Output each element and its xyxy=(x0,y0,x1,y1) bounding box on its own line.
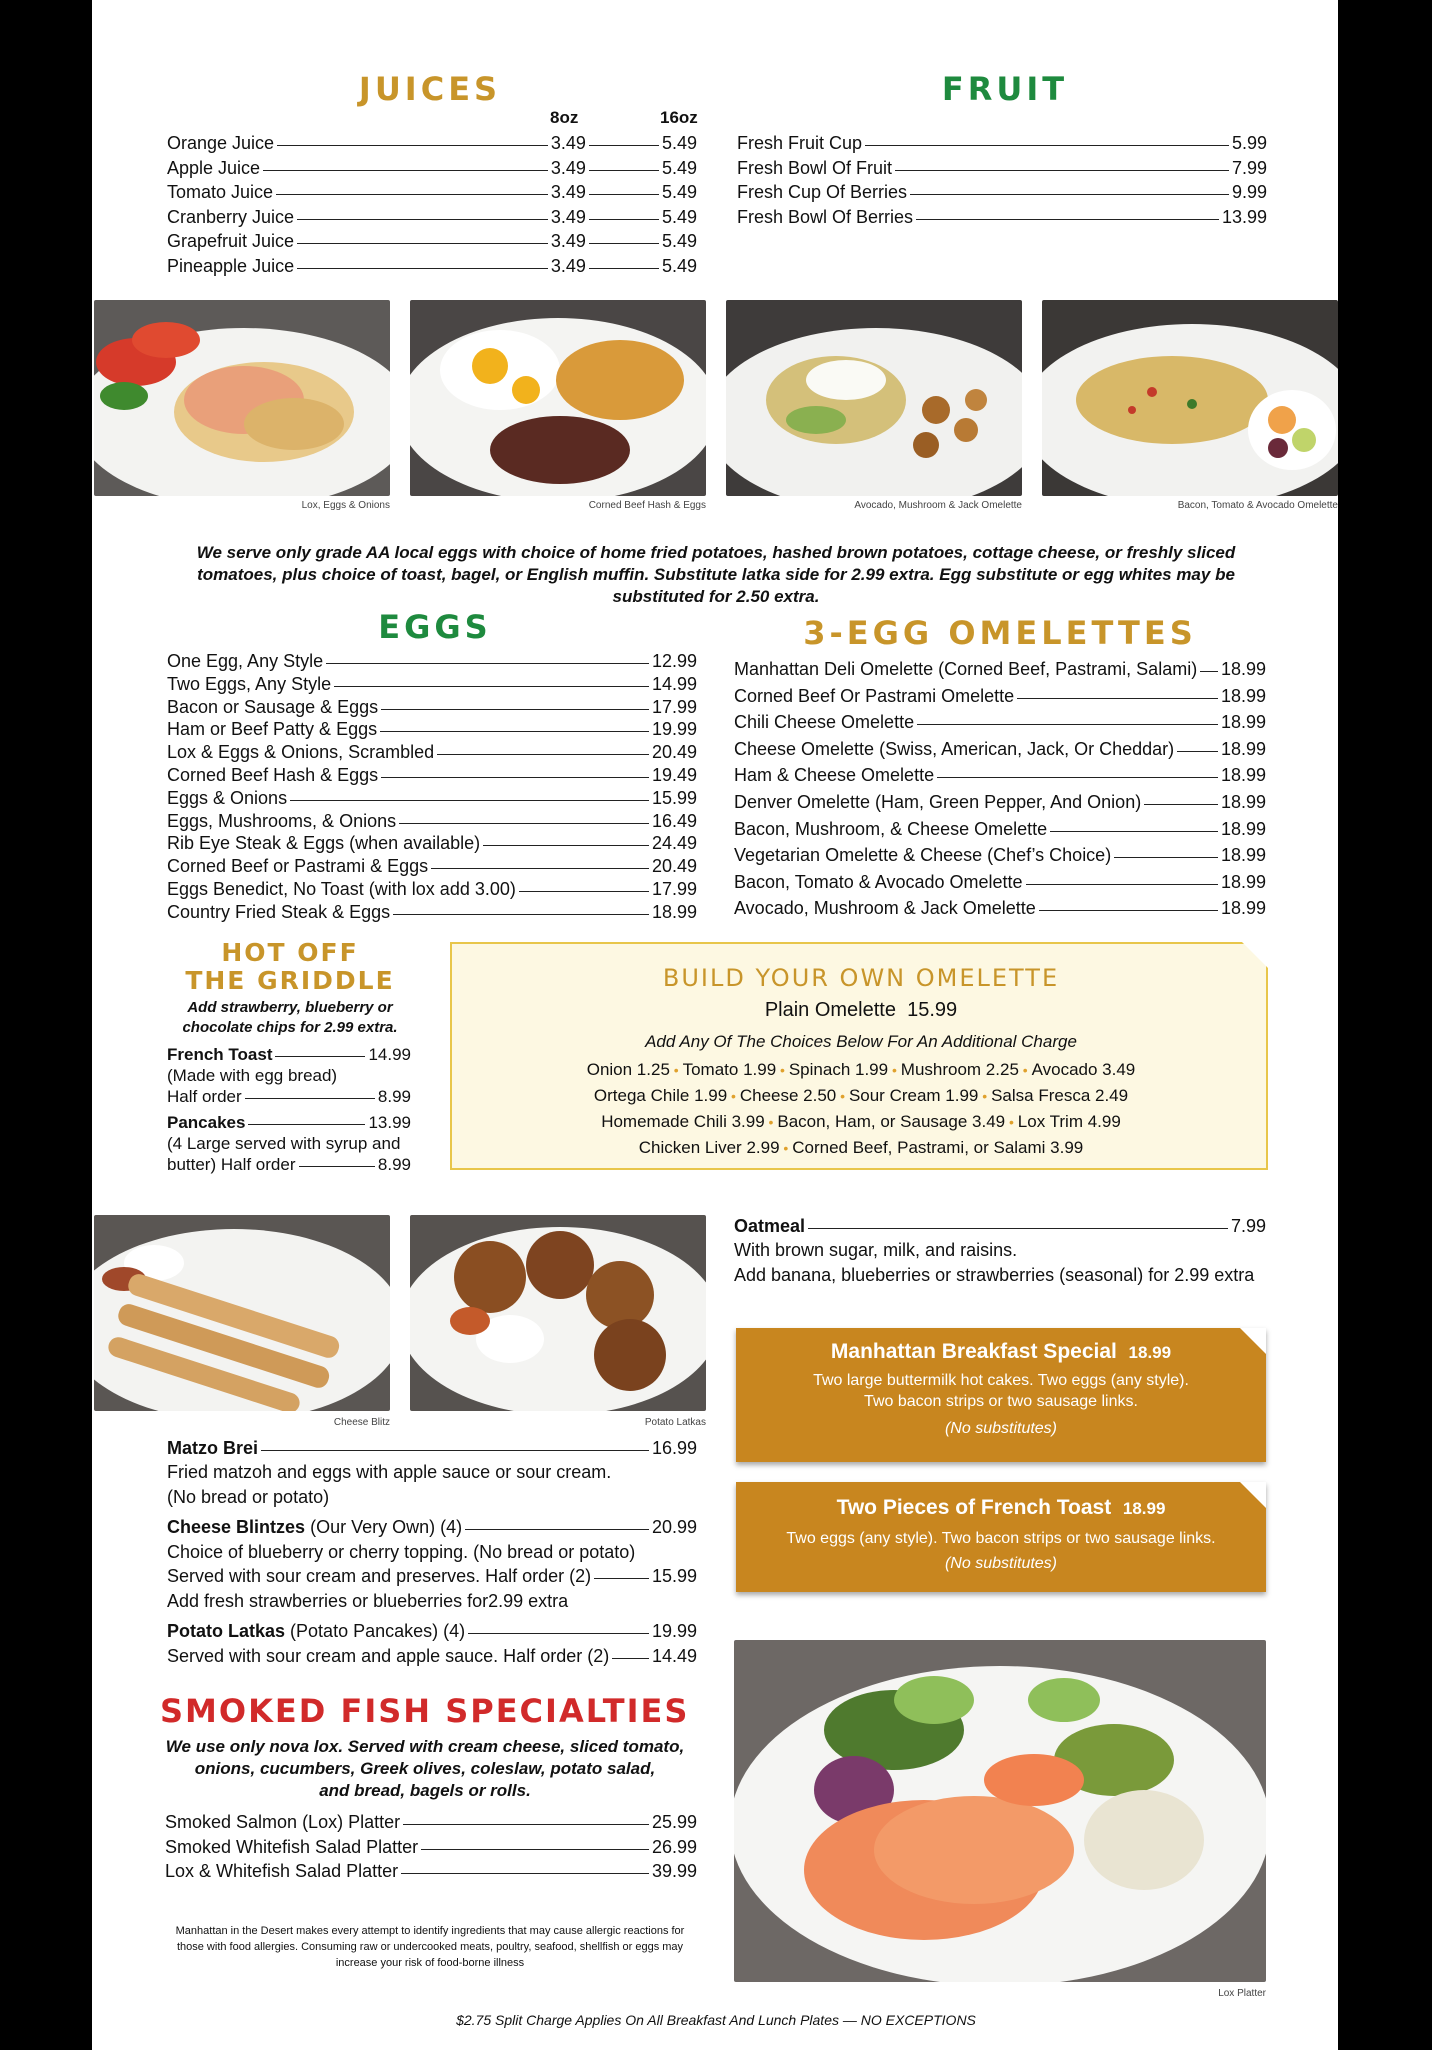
egg-item-leader xyxy=(437,754,649,755)
smoked-item-row xyxy=(165,1836,697,1858)
egg-item-price: 20.49 xyxy=(651,856,697,877)
juice-leader-2 xyxy=(589,243,659,244)
avocado-omelette-photo-icon xyxy=(726,300,1022,496)
pancakes-half-row xyxy=(167,1154,411,1176)
pancakes-price: 13.99 xyxy=(368,1113,411,1132)
smoked-item-leader xyxy=(403,1824,649,1825)
egg-item-row xyxy=(167,832,697,854)
french-toast-desc: (Made with egg bread) xyxy=(167,1066,338,1085)
griddle-heading-line1: HOT OFF xyxy=(221,938,359,967)
omelette-item-leader xyxy=(937,777,1218,778)
egg-item-leader xyxy=(431,868,649,869)
egg-item-row xyxy=(167,741,697,763)
juice-leader xyxy=(276,194,548,195)
fruit-item-leader xyxy=(910,194,1229,195)
bullet-icon: • xyxy=(1018,1062,1032,1078)
egg-item-row xyxy=(167,787,697,809)
omelette-item-name: Manhattan Deli Omelette (Corned Beef, Pastrami, Salami) xyxy=(734,659,1198,679)
potato-latkas-extra: (Potato Pancakes) (4) xyxy=(290,1621,466,1641)
egg-item-name: Eggs Benedict, No Toast (with lox add 3.00) xyxy=(167,879,516,899)
pancakes-half-price: 8.99 xyxy=(377,1155,411,1174)
oatmeal-row xyxy=(734,1215,1266,1237)
juice-name: Tomato Juice xyxy=(167,182,274,202)
juice-price-16oz: 5.49 xyxy=(661,133,697,153)
oatmeal-name: Oatmeal xyxy=(734,1216,806,1236)
egg-item-row xyxy=(167,650,697,672)
build-choice: Corned Beef, Pastrami, or Salami 3.99 xyxy=(792,1138,1084,1157)
smoked-fish-note1: We use only nova lox. Served with cream cheese, sliced tomato, xyxy=(165,1737,685,1756)
build-choice: Mushroom 2.25 xyxy=(900,1060,1019,1079)
fruit-item-price: 9.99 xyxy=(1231,182,1267,202)
build-choice: Avocado 3.49 xyxy=(1031,1060,1136,1079)
juice-row xyxy=(167,206,697,228)
egg-item-leader xyxy=(393,914,649,915)
egg-item-row xyxy=(167,878,697,900)
caption-corned-beef-hash: Corned Beef Hash & Eggs xyxy=(588,500,706,511)
juice-price-8oz: 3.49 xyxy=(550,182,586,202)
juice-leader xyxy=(297,243,548,244)
juice-price-8oz: 3.49 xyxy=(550,255,586,276)
egg-item-price: 19.99 xyxy=(651,719,697,740)
smoked-fish-note2: onions, cucumbers, Greek olives, coleslaw, potato salad, xyxy=(194,1759,656,1778)
omelette-item-price: 18.99 xyxy=(1220,845,1266,866)
omelette-item-leader xyxy=(1026,884,1218,885)
juice-row xyxy=(167,157,697,179)
matzo-brei-desc1: Fried matzoh and eggs with apple sauce or sour cream. xyxy=(167,1462,612,1482)
omelette-item-leader xyxy=(1144,804,1218,805)
build-choice: Cheese 2.50 xyxy=(739,1086,837,1105)
potato-latkas-half-row xyxy=(167,1645,697,1667)
omelette-item-row xyxy=(734,658,1266,680)
juice-leader xyxy=(263,170,548,171)
omelette-item-name: Avocado, Mushroom & Jack Omelette xyxy=(734,898,1036,919)
build-choice-row xyxy=(452,1060,1270,1080)
egg-item-price: 17.99 xyxy=(651,696,697,717)
juice-name: Grapefruit Juice xyxy=(167,231,295,251)
caption-avocado-omelette: Avocado, Mushroom & Jack Omelette xyxy=(854,500,1022,511)
build-choice: Spinach 1.99 xyxy=(788,1060,889,1079)
egg-item-name: Two Eggs, Any Style xyxy=(167,673,332,694)
potato-latkas-desc1: Served with sour cream and apple sauce. Half order (2) xyxy=(167,1646,610,1666)
build-your-own-box xyxy=(450,942,1268,1170)
fruit-item-leader xyxy=(865,145,1229,146)
omelette-item-leader xyxy=(917,724,1218,725)
smoked-item-price: 26.99 xyxy=(651,1836,697,1857)
bullet-icon: • xyxy=(669,1062,683,1078)
egg-item-name: Lox & Eggs & Onions, Scrambled xyxy=(167,742,435,763)
egg-item-row xyxy=(167,718,697,740)
caption-lox-eggs-onions: Lox, Eggs & Onions xyxy=(301,500,390,511)
omelette-item-name: Bacon, Tomato & Avocado Omelette xyxy=(734,871,1023,892)
griddle-note-line2: chocolate chips for 2.99 extra. xyxy=(182,1019,398,1036)
omelette-item-row xyxy=(734,711,1266,733)
lox-platter-photo-icon xyxy=(734,1640,1266,1982)
egg-item-row xyxy=(167,696,697,718)
fruit-item-leader xyxy=(916,219,1219,220)
matzo-brei-desc2: (No bread or potato) xyxy=(167,1487,330,1507)
photo-potato-latkas xyxy=(410,1215,706,1411)
manhattan-special-desc1: Two large buttermilk hot cakes. Two eggs (any style). xyxy=(813,1372,1189,1389)
potato-latkas-photo-icon xyxy=(410,1215,706,1411)
omelette-item-price: 18.99 xyxy=(1220,818,1266,839)
oatmeal-desc2: Add banana, blueberries or strawberries (seasonal) for 2.99 extra xyxy=(734,1265,1255,1285)
egg-item-name: One Egg, Any Style xyxy=(167,651,324,671)
fruit-item-row xyxy=(737,181,1267,203)
juice-leader xyxy=(277,145,548,146)
omelette-item-price: 18.99 xyxy=(1220,871,1266,892)
lox-eggs-photo-icon xyxy=(94,300,390,496)
allergy-line3: increase your risk of food-borne illness xyxy=(335,1957,525,1969)
bacon-omelette-photo-icon xyxy=(1042,300,1338,496)
juice-price-8oz: 3.49 xyxy=(550,133,586,153)
french-special-title-line xyxy=(736,1496,1266,1520)
juice-row xyxy=(167,132,697,154)
bullet-icon: • xyxy=(764,1114,778,1130)
omelette-item-price: 18.99 xyxy=(1220,765,1266,786)
juice-name: Apple Juice xyxy=(167,157,261,178)
build-heading: BUILD YOUR OWN OMELETTE xyxy=(662,964,1060,992)
oatmeal-price: 7.99 xyxy=(1230,1216,1266,1236)
egg-item-name: Corned Beef Hash & Eggs xyxy=(167,765,379,785)
egg-item-name: Rib Eye Steak & Eggs (when available) xyxy=(167,833,481,854)
egg-item-name: Country Fried Steak & Eggs xyxy=(167,901,391,922)
manhattan-breakfast-special xyxy=(736,1328,1266,1462)
omelette-item-name: Corned Beef Or Pastrami Omelette xyxy=(734,685,1015,706)
omelette-item-price: 18.99 xyxy=(1220,712,1266,733)
omelette-item-price: 18.99 xyxy=(1220,685,1266,706)
juice-price-8oz: 3.49 xyxy=(550,231,586,251)
omelette-item-leader xyxy=(1200,671,1218,672)
juice-name: Cranberry Juice xyxy=(167,206,295,227)
plain-omelette-price: 15.99 xyxy=(907,999,958,1021)
manhattan-special-price: 18.99 xyxy=(1128,1343,1172,1362)
bullet-icon: • xyxy=(1005,1114,1018,1130)
egg-item-leader xyxy=(380,731,649,732)
oatmeal-desc1: With brown sugar, milk, and raisins. xyxy=(734,1240,1018,1260)
omelette-item-name: Denver Omelette (Ham, Green Pepper, And Onion) xyxy=(734,792,1142,812)
juice-row xyxy=(167,230,697,252)
smoked-item-price: 39.99 xyxy=(651,1861,697,1881)
caption-lox-platter: Lox Platter xyxy=(1218,1988,1266,1999)
egg-item-price: 17.99 xyxy=(651,879,697,899)
photo-cheese-blitz xyxy=(94,1215,390,1411)
omelette-item-row xyxy=(734,897,1266,919)
cheese-blintzes-desc1: Choice of blueberry or cherry topping. (No bread or potato) xyxy=(167,1542,636,1562)
cheese-blitz-photo-icon xyxy=(94,1215,390,1411)
build-choice: Homemade Chili 3.99 xyxy=(601,1112,765,1131)
omelette-item-price: 18.99 xyxy=(1220,738,1266,759)
omelette-item-price: 18.99 xyxy=(1220,659,1266,679)
omelettes-heading: 3-EGG OMELETTES xyxy=(803,614,1197,652)
omelette-item-row xyxy=(734,818,1266,840)
build-choice: Sour Cream 1.99 xyxy=(848,1086,979,1105)
french-toast-half-price: 8.99 xyxy=(377,1087,411,1106)
matzo-brei-name: Matzo Brei xyxy=(167,1438,259,1458)
smoked-item-name: Smoked Salmon (Lox) Platter xyxy=(165,1812,401,1832)
cheese-blintzes-row xyxy=(167,1516,697,1538)
french-special-note: (No substitutes) xyxy=(944,1555,1058,1572)
omelette-item-name: Bacon, Mushroom, & Cheese Omelette xyxy=(734,818,1048,839)
omelette-item-leader xyxy=(1017,698,1218,699)
bullet-icon: • xyxy=(978,1088,992,1104)
juice-row xyxy=(167,181,697,203)
fruit-heading: FRUIT xyxy=(941,70,1069,108)
smoked-item-name: Smoked Whitefish Salad Platter xyxy=(165,1836,419,1857)
split-charge-footer: $2.75 Split Charge Applies On All Breakfast And Lunch Plates — NO EXCEPTIONS xyxy=(456,2012,976,2028)
build-choice-row xyxy=(452,1086,1270,1106)
fruit-item-price: 5.99 xyxy=(1231,133,1267,153)
cheese-blintzes-price: 20.99 xyxy=(651,1517,697,1537)
allergy-line2: those with food allergies. Consuming raw or undercooked meats, poultry, seafood, shellfish or eggs may xyxy=(176,1941,684,1953)
bullet-icon: • xyxy=(888,1062,901,1078)
potato-latkas-half-price: 14.49 xyxy=(651,1646,697,1666)
smoked-fish-heading: SMOKED FISH SPECIALTIES xyxy=(160,1692,690,1730)
build-choice: Bacon, Ham, or Sausage 3.49 xyxy=(777,1112,1006,1131)
smoked-item-row xyxy=(165,1811,697,1833)
juices-col-16oz: 16oz xyxy=(660,108,698,127)
griddle-heading-line2: THE GRIDDLE xyxy=(185,966,395,995)
omelette-item-leader xyxy=(1177,751,1218,752)
eggs-note: We serve only grade AA local eggs with choice of home fried potatoes, hashed brown potatoes, cottage cheese, or freshly sliced tomatoes, plus choice of toast, bagel, or English muffin. Substitute latka side for 2.99 extra. Egg substitute or egg whites may be substituted for 2.50 extra. xyxy=(196,543,1236,606)
egg-item-row xyxy=(167,901,697,923)
french-special-price: 18.99 xyxy=(1122,1499,1166,1518)
egg-item-leader xyxy=(381,709,649,710)
egg-item-leader xyxy=(399,823,649,824)
build-choice: Tomato 1.99 xyxy=(682,1060,777,1079)
photo-lox-platter xyxy=(734,1640,1266,1982)
fruit-item-row xyxy=(737,157,1267,179)
french-toast-half-row xyxy=(167,1086,411,1108)
french-toast-name: French Toast xyxy=(167,1045,273,1064)
egg-item-price: 14.99 xyxy=(651,673,697,694)
build-choice: Chicken Liver 2.99 xyxy=(638,1138,780,1157)
omelette-item-name: Ham & Cheese Omelette xyxy=(734,765,935,786)
omelette-item-name: Chili Cheese Omelette xyxy=(734,712,915,733)
egg-item-price: 15.99 xyxy=(651,787,697,808)
egg-item-leader xyxy=(519,891,649,892)
omelette-item-leader xyxy=(1039,910,1218,911)
omelette-item-row xyxy=(734,685,1266,707)
pancakes-desc1: (4 Large served with syrup and xyxy=(167,1134,401,1153)
bullet-icon: • xyxy=(776,1062,789,1078)
build-choice-row xyxy=(452,1112,1270,1132)
potato-latkas-name: Potato Latkas xyxy=(167,1621,286,1641)
potato-latkas-price: 19.99 xyxy=(651,1621,697,1641)
fruit-item-leader xyxy=(895,170,1229,171)
build-choice: Salsa Fresca 2.49 xyxy=(991,1086,1129,1105)
egg-item-price: 18.99 xyxy=(651,901,697,922)
juice-price-16oz: 5.49 xyxy=(661,206,697,227)
juice-name: Orange Juice xyxy=(167,133,275,153)
bullet-icon: • xyxy=(836,1088,849,1104)
allergy-notice xyxy=(160,1923,700,1971)
manhattan-special-note: (No substitutes) xyxy=(944,1420,1058,1437)
photo-bacon-tomato-omelette xyxy=(1042,300,1338,496)
manhattan-special-title-line xyxy=(736,1340,1266,1364)
smoked-item-leader xyxy=(401,1873,649,1874)
egg-item-leader xyxy=(483,845,649,846)
pancakes-name: Pancakes xyxy=(167,1113,246,1132)
egg-item-name: Eggs, Mushrooms, & Onions xyxy=(167,810,397,831)
egg-item-leader xyxy=(334,686,649,687)
cheese-blintzes-label xyxy=(167,1516,462,1538)
juice-price-16oz: 5.49 xyxy=(661,157,697,178)
omelette-item-leader xyxy=(1114,857,1218,858)
cheese-blintzes-extra: (Our Very Own) (4) xyxy=(310,1517,463,1537)
caption-cheese-blitz: Cheese Blitz xyxy=(333,1417,390,1428)
matzo-brei-price: 16.99 xyxy=(651,1438,697,1458)
egg-item-leader xyxy=(290,800,649,801)
omelette-item-leader xyxy=(1050,831,1218,832)
photo-avocado-omelette xyxy=(726,300,1022,496)
manhattan-special-desc2: Two bacon strips or two sausage links. xyxy=(864,1393,1138,1410)
juice-price-8oz: 3.49 xyxy=(550,157,586,178)
french-special-title: Two Pieces of French Toast xyxy=(836,1496,1112,1519)
matzo-brei-row xyxy=(167,1437,697,1459)
smoked-item-price: 25.99 xyxy=(651,1812,697,1832)
pancakes-desc2: butter) Half order xyxy=(167,1155,296,1174)
fruit-item-row xyxy=(737,206,1267,228)
build-choice-row xyxy=(452,1138,1270,1158)
juice-row xyxy=(167,255,697,277)
egg-item-leader xyxy=(326,663,649,664)
cheese-blintzes-half-row xyxy=(167,1565,697,1587)
pancakes-row xyxy=(167,1112,411,1134)
omelette-item-row xyxy=(734,764,1266,786)
french-toast-half-label: Half order xyxy=(167,1087,242,1106)
smoked-fish-note3: and bread, bagels or rolls. xyxy=(319,1781,531,1800)
caption-potato-latkas: Potato Latkas xyxy=(644,1417,706,1428)
juice-price-8oz: 3.49 xyxy=(550,206,586,227)
corned-beef-hash-photo-icon xyxy=(410,300,706,496)
fruit-item-name: Fresh Cup Of Berries xyxy=(737,182,908,202)
omelette-item-row xyxy=(734,791,1266,813)
juices-heading: JUICES xyxy=(358,70,502,108)
juice-price-16oz: 5.49 xyxy=(661,182,697,202)
juice-price-16oz: 5.49 xyxy=(661,255,697,276)
egg-item-row xyxy=(167,673,697,695)
egg-item-price: 16.49 xyxy=(651,810,697,831)
egg-item-row xyxy=(167,764,697,786)
potato-latkas-row xyxy=(167,1620,697,1642)
build-subtitle: Add Any Of The Choices Below For An Additional Charge xyxy=(645,1032,1077,1051)
omelette-item-row xyxy=(734,844,1266,866)
build-choice: Ortega Chile 1.99 xyxy=(593,1086,728,1105)
bullet-icon: • xyxy=(727,1088,740,1104)
cheese-blintzes-desc3: Add fresh strawberries or blueberries for2.99 extra xyxy=(167,1591,569,1611)
allergy-line1: Manhattan in the Desert makes every attempt to identify ingredients that may cause allergic reactions for xyxy=(175,1925,685,1937)
egg-item-price: 24.49 xyxy=(651,833,697,854)
french-toast-special xyxy=(736,1482,1266,1592)
fruit-item-price: 13.99 xyxy=(1221,206,1267,227)
omelette-item-price: 18.99 xyxy=(1220,898,1266,919)
cheese-blintzes-half-price: 15.99 xyxy=(651,1566,697,1586)
caption-bacon-tomato-omelette: Bacon, Tomato & Avocado Omelette xyxy=(1177,500,1338,511)
fruit-item-price: 7.99 xyxy=(1231,157,1267,178)
french-toast-row xyxy=(167,1044,411,1066)
egg-item-row xyxy=(167,810,697,832)
egg-item-price: 12.99 xyxy=(651,651,697,671)
juice-leader-2 xyxy=(589,219,659,220)
build-choice: Lox Trim 4.99 xyxy=(1017,1112,1121,1131)
griddle-note-line1: Add strawberry, blueberry or xyxy=(187,999,393,1016)
cheese-blintzes-desc2: Served with sour cream and preserves. Half order (2) xyxy=(167,1566,592,1586)
fruit-item-name: Fresh Bowl Of Fruit xyxy=(737,157,893,178)
omelette-item-row xyxy=(734,738,1266,760)
plain-omelette-line xyxy=(452,999,1270,1022)
fruit-item-name: Fresh Bowl Of Berries xyxy=(737,206,914,227)
egg-item-name: Eggs & Onions xyxy=(167,787,288,808)
smoked-item-row xyxy=(165,1860,697,1882)
egg-item-name: Corned Beef or Pastrami & Eggs xyxy=(167,856,429,877)
omelette-item-name: Vegetarian Omelette & Cheese (Chef’s Choice) xyxy=(734,845,1112,866)
juice-leader-2 xyxy=(589,170,659,171)
egg-item-price: 19.49 xyxy=(651,765,697,785)
egg-item-row xyxy=(167,855,697,877)
smoked-item-name: Lox & Whitefish Salad Platter xyxy=(165,1861,399,1881)
egg-item-name: Bacon or Sausage & Eggs xyxy=(167,696,379,717)
french-special-desc1: Two eggs (any style). Two bacon strips or two sausage links. xyxy=(786,1530,1216,1547)
egg-item-name: Ham or Beef Patty & Eggs xyxy=(167,719,378,740)
fruit-item-name: Fresh Fruit Cup xyxy=(737,133,863,153)
juice-leader-2 xyxy=(589,145,659,146)
manhattan-special-title: Manhattan Breakfast Special xyxy=(830,1340,1117,1363)
build-choice: Onion 1.25 xyxy=(586,1060,670,1079)
fruit-item-row xyxy=(737,132,1267,154)
photo-lox-eggs-onions xyxy=(94,300,390,496)
juice-name: Pineapple Juice xyxy=(167,255,295,276)
juice-leader xyxy=(297,219,548,220)
smoked-item-leader xyxy=(421,1849,649,1850)
plain-omelette-label: Plain Omelette xyxy=(764,999,896,1021)
egg-item-price: 20.49 xyxy=(651,742,697,763)
juice-leader-2 xyxy=(589,268,659,269)
bullet-icon: • xyxy=(779,1140,793,1156)
eggs-heading: EGGS xyxy=(378,608,492,646)
omelette-item-name: Cheese Omelette (Swiss, American, Jack, Or Cheddar) xyxy=(734,738,1175,759)
french-toast-price: 14.99 xyxy=(368,1045,411,1064)
egg-item-leader xyxy=(381,777,649,778)
omelette-item-price: 18.99 xyxy=(1220,792,1266,812)
potato-latkas-label xyxy=(167,1620,465,1642)
omelette-item-row xyxy=(734,871,1266,893)
juice-leader xyxy=(297,268,548,269)
juice-leader-2 xyxy=(589,194,659,195)
juice-price-16oz: 5.49 xyxy=(661,231,697,251)
cheese-blintzes-name: Cheese Blintzes xyxy=(167,1517,306,1537)
juices-col-8oz: 8oz xyxy=(550,108,579,127)
photo-corned-beef-hash xyxy=(410,300,706,496)
